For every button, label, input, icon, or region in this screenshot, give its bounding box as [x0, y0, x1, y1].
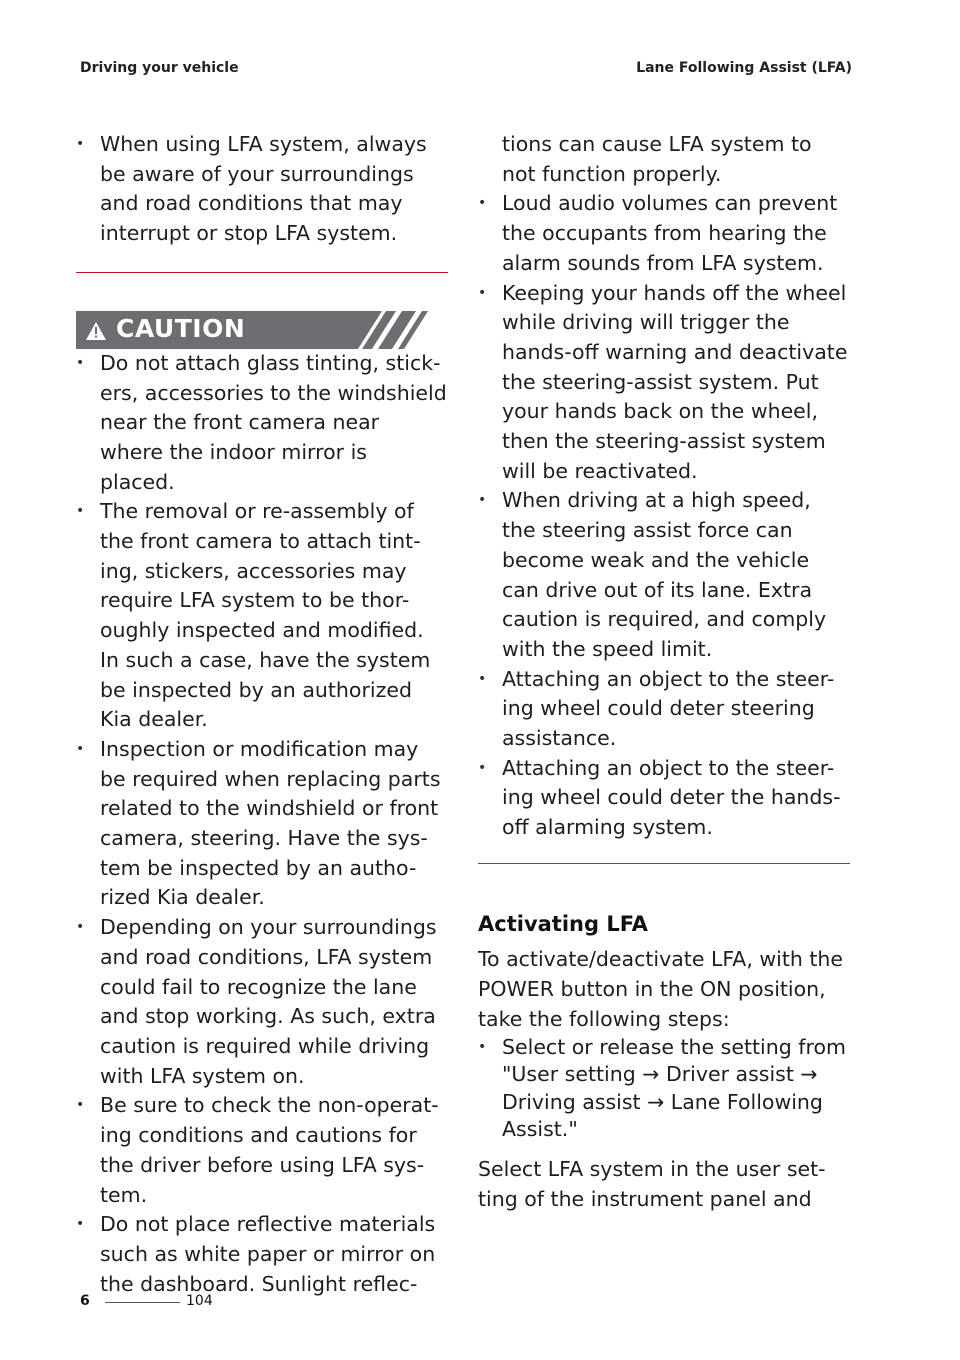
list-item: • Keeping your hands off the wheel while driving will trigger the hands-off warning and deactivate the steering-assist system. Put your hands back on the wheel, then the steering-assist system will be reactivated.	[478, 279, 850, 487]
list-item: • Be sure to check the non-operat-ing conditions and cautions for the driver before using LFA sys-tem.	[76, 1091, 448, 1210]
steps-list	[478, 1034, 850, 1144]
list-item: • When driving at a high speed, the steering assist force can become weak and the vehicle can drive out of its lane. Extra caution is required, and comply with the speed limit.	[478, 486, 850, 664]
section-title: Activating LFA	[478, 911, 648, 936]
caution-stripes-decoration	[358, 311, 448, 349]
left-column	[76, 130, 448, 1299]
caution-continuation: tions can cause LFA system to not function properly.	[502, 132, 812, 186]
section-outro: Select LFA system in the user set-ting of the instrument panel and	[478, 1156, 826, 1211]
warning-divider	[76, 272, 448, 273]
list-item: • Attaching an object to the steer-ing wheel could deter steering assistance.	[478, 665, 850, 754]
warning-triangle-icon	[86, 322, 106, 340]
running-header-section: Lane Following Assist (LFA)	[636, 60, 852, 76]
list-item: • Do not attach glass tinting, stick-ers, accessories to the windshield near the front camera near where the indoor mirror is placed.	[76, 349, 448, 498]
chapter-number: 6	[80, 1293, 90, 1309]
list-item: • Depending on your surroundings and road conditions, LFA system could fail to recognize the lane and stop working. As such, extra caution is required while driving with LFA system on.	[76, 913, 448, 1091]
caution-list-continued	[478, 189, 850, 842]
list-item: • Select or release the setting from "User setting → Driver assist → Driving assist → Lane Following Assist."	[478, 1034, 850, 1144]
page-number: 104	[186, 1293, 213, 1309]
footer-divider	[105, 1302, 180, 1303]
warning-list	[76, 130, 448, 249]
section-intro: To activate/deactivate LFA, with the POWER button in the ON position, take the following steps:	[478, 946, 844, 1031]
list-item: • Loud audio volumes can prevent the occupants from hearing the alarm sounds from LFA system.	[478, 189, 850, 278]
caution-banner	[76, 311, 448, 349]
list-item: • Inspection or modification may be required when replacing parts related to the windshield or front camera, steering. Have the sys-tem be inspected by an autho-rized Kia dealer.	[76, 735, 448, 913]
caution-label: CAUTION	[116, 313, 246, 343]
list-item: • The removal or re-assembly of the front camera to attach tint-ing, stickers, accessories may require LFA system to be thor-oughly inspected and modified. In such a case, have the system be inspected by an authorized Kia dealer.	[76, 497, 448, 735]
list-item: • Attaching an object to the steer-ing wheel could deter the hands-off alarming system.	[478, 754, 850, 843]
caution-list	[76, 349, 448, 1300]
running-header-chapter: Driving your vehicle	[80, 60, 239, 76]
caution-end-divider	[478, 863, 850, 864]
list-item: • Do not place reflective materials such as white paper or mirror on the dashboard. Sunlight reflec-	[76, 1210, 448, 1299]
right-column	[478, 130, 850, 1214]
list-item: • When using LFA system, always be aware of your surroundings and road conditions that may interrupt or stop LFA system.	[76, 130, 448, 249]
